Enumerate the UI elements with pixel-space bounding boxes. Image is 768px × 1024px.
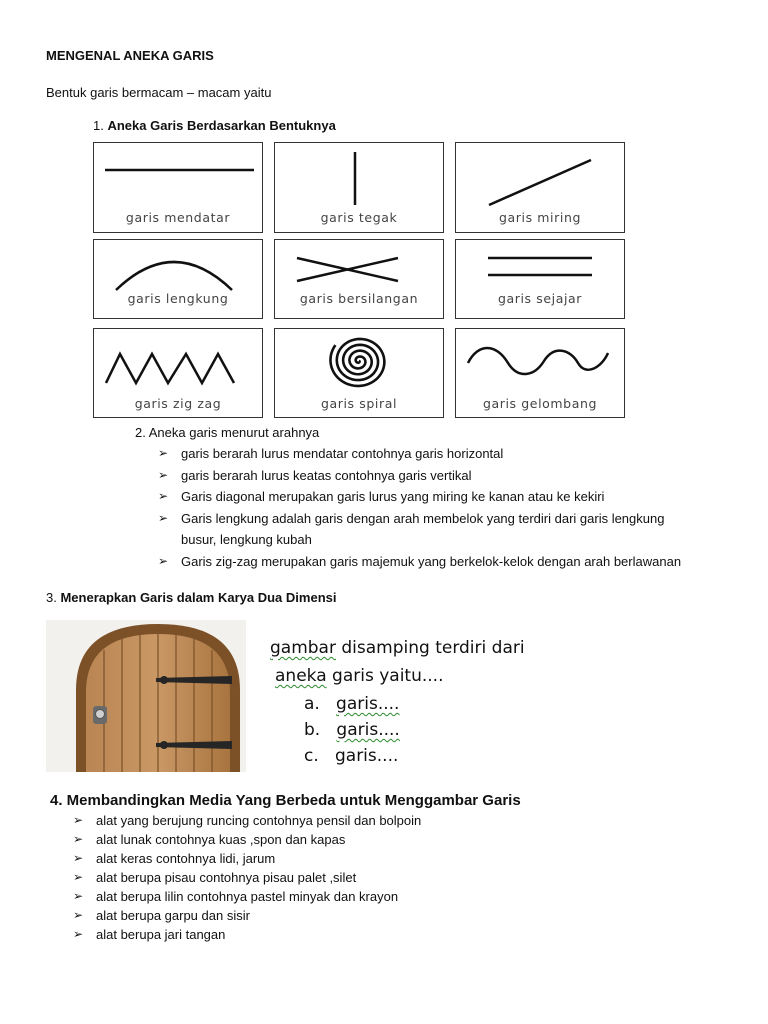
arrow-bullet-icon: ➢ [73, 832, 84, 846]
cell-garis-tegak [274, 142, 444, 233]
arrow-bullet-icon: ➢ [73, 851, 84, 865]
question-line-2: aneka garis yaitu.... [275, 666, 444, 686]
list-item: ➢ Garis zig-zag merupakan garis majemuk yang berkelok-kelok dengan arah berlawanan [181, 551, 741, 573]
arrow-bullet-icon: ➢ [158, 467, 169, 482]
arrow-bullet-icon: ➢ [73, 813, 84, 827]
section-1-title: Aneka Garis Berdasarkan Bentuknya [107, 118, 336, 133]
cell-label: garis tegak [320, 210, 398, 225]
arrow-bullet-icon: ➢ [73, 889, 84, 903]
list-item: ➢ garis berarah lurus keatas contohnya garis vertikal [181, 465, 741, 487]
cell-garis-gelombang [455, 328, 625, 418]
section-3-title: Menerapkan Garis dalam Karya Dua Dimensi [60, 590, 337, 605]
list-item-continuation: busur, lengkung kubah [181, 532, 312, 547]
cell-garis-mendatar [93, 142, 263, 233]
cell-label: garis lengkung [127, 291, 229, 306]
arrow-bullet-icon: ➢ [158, 510, 169, 525]
parallel-lines-icon [456, 240, 624, 318]
page-title: MENGENAL ANEKA GARIS [46, 48, 214, 63]
cell-label: garis spiral [320, 396, 398, 411]
section-2-list [158, 443, 741, 572]
cell-label: garis mendatar [125, 210, 231, 225]
list-item: ➢ alat berupa pisau contohnya pisau palet ,silet [73, 870, 357, 885]
curved-line-icon [94, 240, 262, 318]
section-1-number: 1. [93, 118, 104, 133]
list-item: ➢ Garis diagonal merupakan garis lurus yang miring ke kanan atau ke kekiri [181, 486, 741, 508]
section-2-heading: 2. Aneka garis menurut arahnya [135, 425, 320, 440]
line-types-grid [93, 142, 628, 418]
arrow-bullet-icon: ➢ [73, 927, 84, 941]
list-item: ➢ alat berupa jari tangan [73, 927, 226, 942]
question-line-1: gambar disamping terdiri dari [270, 638, 525, 658]
arrow-bullet-icon: ➢ [158, 489, 169, 503]
section-4-heading: 4. Membandingkan Media Yang Berbeda untuk Menggambar Garis [50, 792, 521, 809]
cell-garis-lengkung [93, 239, 263, 319]
list-item: ➢ Garis lengkung adalah garis dengan arah membelok yang terdiri dari garis lengkung [181, 508, 741, 530]
list-item: ➢ alat keras contohnya lidi, jarum [73, 851, 276, 866]
section-3-number: 3. [46, 590, 57, 605]
list-item: ➢ alat berupa lilin contohnya pastel minyak dan krayon [73, 889, 399, 904]
question-option-a: a. garis.... [304, 694, 400, 714]
question-option-b: b. garis.... [304, 720, 400, 740]
arrow-bullet-icon: ➢ [73, 870, 84, 884]
wooden-door-illustration [46, 620, 246, 772]
intro-text: Bentuk garis bermacam – macam yaitu [46, 85, 272, 100]
list-item: ➢ alat yang berujung runcing contohnya pensil dan bolpoin [73, 813, 422, 828]
cell-garis-bersilangan [274, 239, 444, 319]
cell-garis-zig-zag [93, 328, 263, 418]
question-option-c: c. garis.... [304, 746, 399, 766]
cell-garis-miring [455, 142, 625, 233]
cell-label: garis gelombang [482, 396, 598, 411]
cell-label: garis zig zag [134, 396, 222, 411]
cell-label: garis miring [498, 210, 581, 225]
section-3-heading [46, 590, 336, 605]
arrow-bullet-icon: ➢ [158, 553, 169, 568]
list-item: ➢ alat berupa garpu dan sisir [73, 908, 250, 923]
section-4-list [73, 811, 736, 944]
arrow-bullet-icon: ➢ [158, 446, 169, 460]
cell-label: garis bersilangan [299, 291, 419, 306]
list-item: ➢ alat lunak contohnya kuas ,spon dan kapas [73, 832, 346, 847]
cell-garis-sejajar [455, 239, 625, 319]
list-item: ➢ garis berarah lurus mendatar contohnya garis horizontal [181, 443, 741, 465]
cell-label: garis sejajar [497, 291, 583, 306]
crossing-lines-icon [275, 240, 443, 318]
section-1-heading [93, 118, 336, 133]
cell-garis-spiral [274, 328, 444, 418]
arrow-bullet-icon: ➢ [73, 908, 84, 922]
